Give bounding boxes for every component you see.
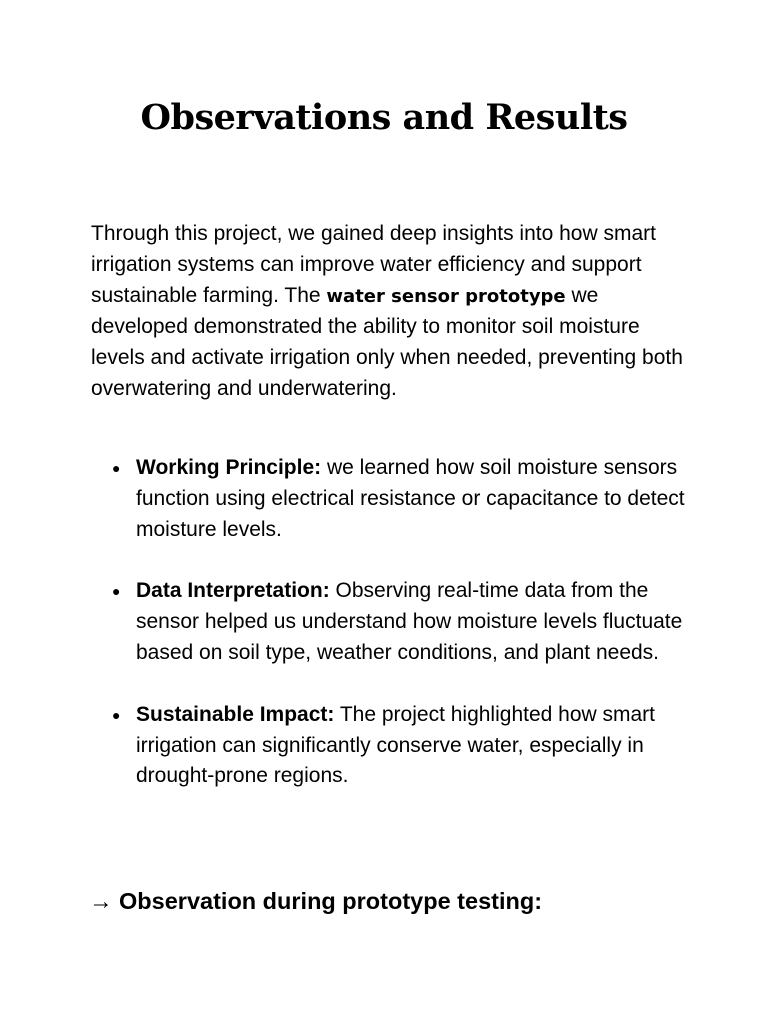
intro-emphasis: water sensor prototype [326,285,566,307]
list-item-working-principle [136,453,696,545]
list-item-term: Sustainable Impact: [136,702,335,726]
findings-list [136,453,696,823]
intro-text-start: Through this project, we gained deep insights into how smart irrigation systems can improve water efficiency and support sustainable farming. The [91,222,656,307]
list-item-term: Data Interpretation: [136,579,330,603]
intro-text-end: we developed demonstrated the ability to monitor soil moisture levels and activate irrigation only when needed, preventing both overwatering and underwatering. [91,283,683,400]
section-heading: → Observation during prototype testing: [89,888,543,914]
list-item-text: The project highlighted how smart irrigation can significantly conserve water, especially in drought-prone regions. [136,702,656,788]
list-item-data-interpretation [136,576,696,668]
list-item-sustainable-impact [136,700,696,792]
page-title: Observations and Results [140,97,628,138]
intro-paragraph [91,219,691,405]
list-item-text: we learned how soil moisture sensors function using electrical resistance or capacitance to detect moisture levels. [136,456,685,541]
list-item-text: Observing real-time data from the sensor helped us understand how moisture levels fluctuate based on soil type, weather conditions, and plant needs. [136,579,683,664]
list-item-term: Working Principle: [136,456,322,479]
